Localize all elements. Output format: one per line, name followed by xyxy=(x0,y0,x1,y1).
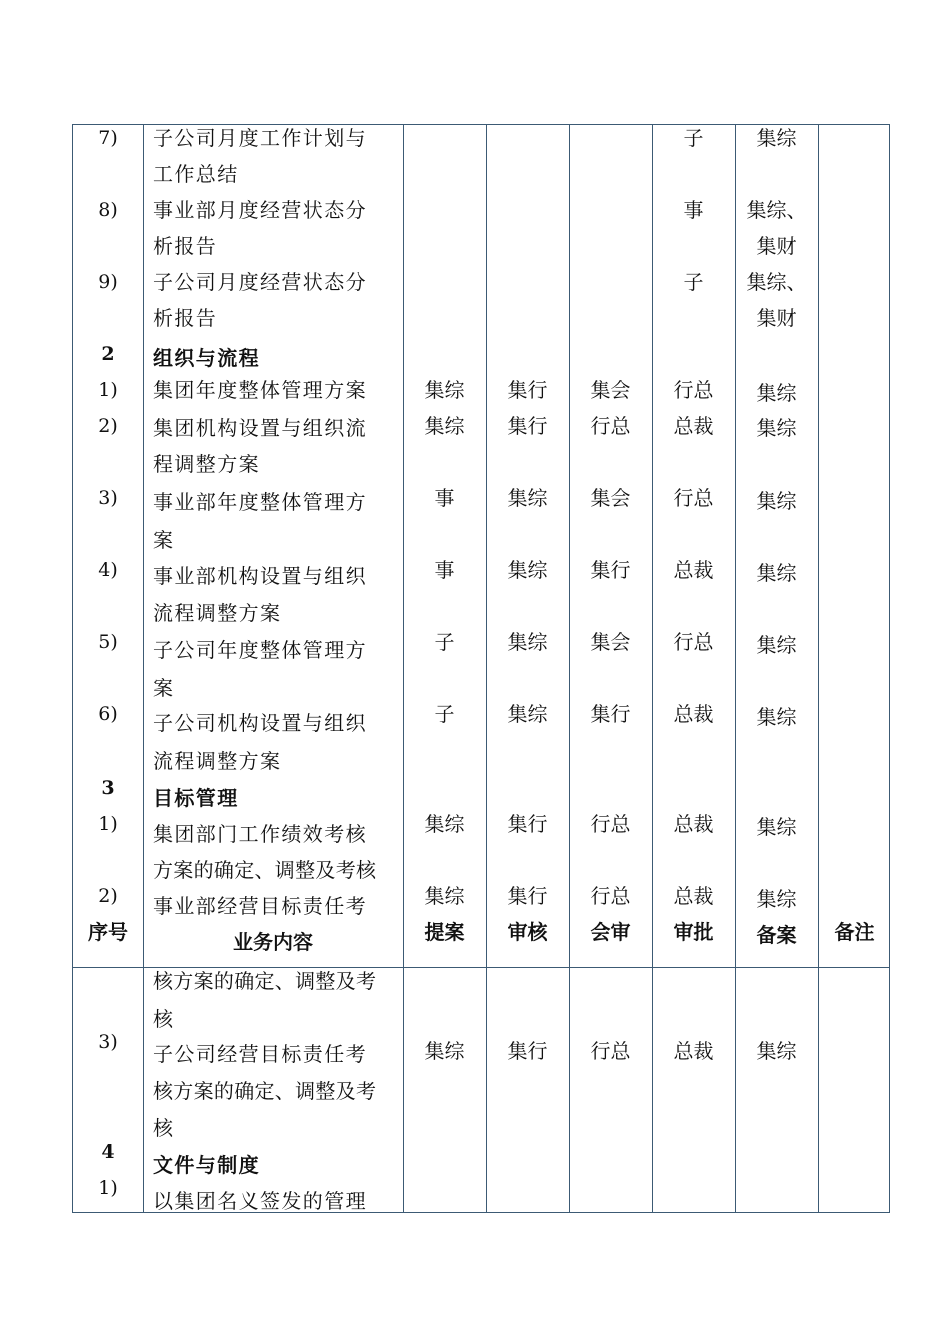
row-seq: 1) xyxy=(98,379,118,401)
row-content: 子公司机构设置与组织 xyxy=(153,711,367,735)
row-content: 程调整方案 xyxy=(153,452,260,476)
row-file: 集综、 xyxy=(746,270,807,294)
row-propose: 事 xyxy=(434,486,455,510)
row-approve: 总裁 xyxy=(673,558,714,582)
row-content: 集团部门工作绩效考核 xyxy=(153,822,367,846)
header-approve: 审批 xyxy=(673,920,714,944)
row-content: 流程调整方案 xyxy=(153,601,282,625)
row-file: 集综 xyxy=(756,705,797,729)
row-joint-review: 集会 xyxy=(590,486,631,510)
row-joint-review: 集行 xyxy=(590,702,631,726)
row-content: 核 xyxy=(153,1007,175,1031)
row-approve: 子 xyxy=(683,270,704,294)
row-seq: 7) xyxy=(98,127,118,149)
row-content: 核方案的确定、调整及考 xyxy=(153,1079,377,1103)
row-content: 事业部机构设置与组织 xyxy=(153,564,367,588)
row-joint-review: 行总 xyxy=(590,1039,631,1063)
section-seq: 2 xyxy=(101,343,115,365)
row-content: 集团年度整体管理方案 xyxy=(153,378,367,402)
row-seq: 9) xyxy=(98,271,118,293)
row-approve: 事 xyxy=(683,198,704,222)
row-seq: 2) xyxy=(98,885,118,907)
row-propose: 事 xyxy=(434,558,455,582)
row-joint-review: 集行 xyxy=(590,558,631,582)
row-content: 子公司月度经营状态分 xyxy=(153,270,367,294)
header-content: 业务内容 xyxy=(233,930,313,954)
row-joint-review: 行总 xyxy=(590,414,631,438)
row-content: 案 xyxy=(153,528,175,552)
row-file: 集综 xyxy=(756,1039,797,1063)
row-review: 集行 xyxy=(507,1039,548,1063)
row-file: 集财 xyxy=(756,234,797,258)
row-content: 核方案的确定、调整及考 xyxy=(153,969,377,993)
row-content: 工作总结 xyxy=(153,162,239,186)
row-seq: 1) xyxy=(98,1177,118,1199)
section-title: 文件与制度 xyxy=(153,1153,260,1177)
row-approve: 总裁 xyxy=(673,414,714,438)
row-content: 析报告 xyxy=(153,234,218,258)
row-file: 集综 xyxy=(756,815,797,839)
row-file: 集财 xyxy=(756,306,797,330)
section-seq: 3 xyxy=(101,777,115,799)
row-content: 以集团名义签发的管理 xyxy=(153,1189,367,1213)
row-propose: 子 xyxy=(434,630,455,654)
column-divider xyxy=(818,125,819,1212)
row-propose: 集综 xyxy=(424,1039,465,1063)
section-title: 目标管理 xyxy=(153,786,239,810)
row-seq: 3) xyxy=(98,487,118,509)
row-file: 集综 xyxy=(756,381,797,405)
row-content: 核 xyxy=(153,1116,175,1140)
row-file: 集综、 xyxy=(746,198,807,222)
row-approve: 行总 xyxy=(673,630,714,654)
row-propose: 集综 xyxy=(424,414,465,438)
header-review: 审核 xyxy=(507,920,548,944)
row-content: 事业部年度整体管理方 xyxy=(153,490,367,514)
row-seq: 4) xyxy=(98,559,118,581)
header-remark: 备注 xyxy=(834,920,875,944)
row-joint-review: 集会 xyxy=(590,378,631,402)
approval-table xyxy=(72,124,890,1213)
column-divider xyxy=(143,125,144,1212)
row-seq: 6) xyxy=(98,703,118,725)
row-seq: 5) xyxy=(98,631,118,653)
row-review: 集综 xyxy=(507,630,548,654)
row-seq: 3) xyxy=(98,1031,118,1053)
row-content: 集团机构设置与组织流 xyxy=(153,416,367,440)
row-approve: 总裁 xyxy=(673,1039,714,1063)
header-joint-review: 会审 xyxy=(590,920,631,944)
row-approve: 子 xyxy=(683,126,704,150)
row-propose: 集综 xyxy=(424,884,465,908)
header-seq: 序号 xyxy=(88,920,128,944)
row-seq: 1) xyxy=(98,813,118,835)
row-content: 析报告 xyxy=(153,306,218,330)
row-propose: 集综 xyxy=(424,812,465,836)
row-content: 流程调整方案 xyxy=(153,749,282,773)
row-content: 子公司年度整体管理方 xyxy=(153,638,367,662)
row-file: 集综 xyxy=(756,561,797,585)
row-review: 集行 xyxy=(507,884,548,908)
row-content: 事业部经营目标责任考 xyxy=(153,894,367,918)
row-approve: 行总 xyxy=(673,378,714,402)
row-approve: 总裁 xyxy=(673,884,714,908)
row-propose: 子 xyxy=(434,702,455,726)
row-review: 集行 xyxy=(507,414,548,438)
row-content: 案 xyxy=(153,676,175,700)
row-file: 集综 xyxy=(756,633,797,657)
row-approve: 行总 xyxy=(673,486,714,510)
header-propose: 提案 xyxy=(424,920,465,944)
row-seq: 2) xyxy=(98,415,118,437)
row-file: 集综 xyxy=(756,887,797,911)
row-review: 集行 xyxy=(507,378,548,402)
row-file: 集综 xyxy=(756,126,797,150)
row-approve: 总裁 xyxy=(673,702,714,726)
row-review: 集综 xyxy=(507,702,548,726)
row-content: 事业部月度经营状态分 xyxy=(153,198,367,222)
row-content: 子公司月度工作计划与 xyxy=(153,126,367,150)
row-review: 集行 xyxy=(507,812,548,836)
row-approve: 总裁 xyxy=(673,812,714,836)
row-seq: 8) xyxy=(98,199,118,221)
row-file: 集综 xyxy=(756,489,797,513)
row-joint-review: 行总 xyxy=(590,812,631,836)
row-review: 集综 xyxy=(507,486,548,510)
row-content: 子公司经营目标责任考 xyxy=(153,1042,367,1066)
row-file: 集综 xyxy=(756,416,797,440)
section-title: 组织与流程 xyxy=(153,346,260,370)
header-file: 备案 xyxy=(756,923,797,947)
row-review: 集综 xyxy=(507,558,548,582)
row-joint-review: 集会 xyxy=(590,630,631,654)
row-joint-review: 行总 xyxy=(590,884,631,908)
row-content: 方案的确定、调整及考核 xyxy=(153,858,377,882)
row-propose: 集综 xyxy=(424,378,465,402)
section-seq: 4 xyxy=(101,1141,115,1163)
